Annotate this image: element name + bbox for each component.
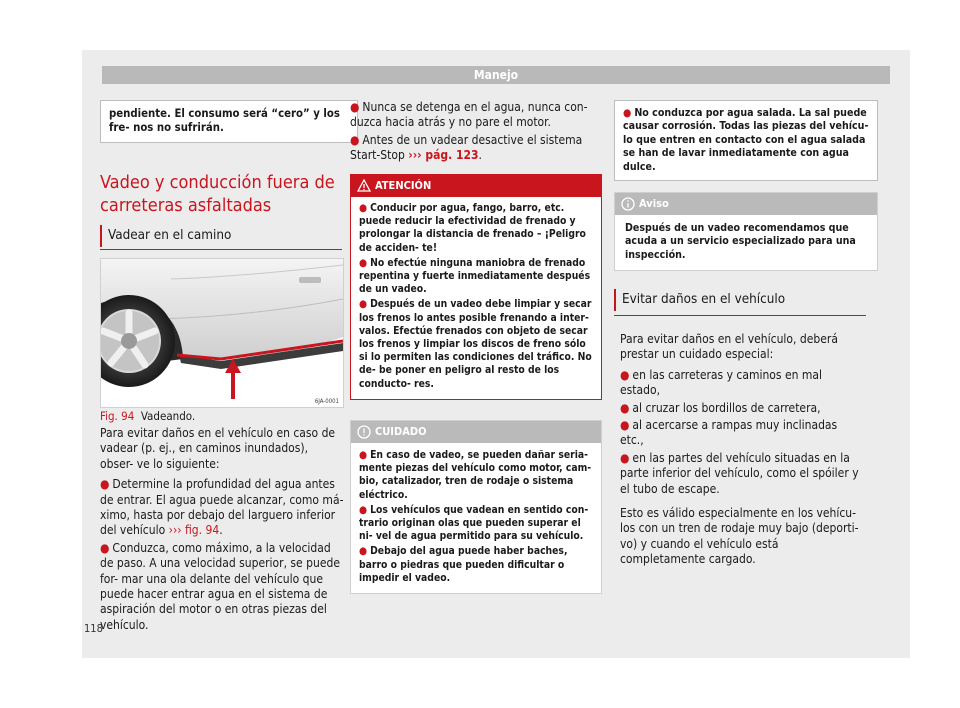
caution-box — [350, 420, 602, 594]
continued-note: pendiente. El consumo será “cero” y los fre- nos no sufrirán. — [100, 100, 358, 143]
list-item-text: Determine la profundidad del agua antes de entrar. El agua puede alcanzar, como má- ximo, hasta por debajo del larguero inferior del vehículo — [100, 477, 344, 538]
figure-caption — [100, 409, 195, 423]
figure-caption-text: Vadeando. — [140, 409, 196, 423]
list-item — [620, 418, 864, 449]
aviso-body: Después de un vadeo recomendamos que acuda a un servicio especializado para una inspección. — [625, 222, 856, 261]
caution-header — [351, 421, 601, 443]
page-frame — [82, 50, 910, 658]
bullet-icon: ● — [350, 132, 360, 147]
list-item-text: en las partes del vehículo situadas en la parte inferior del vehículo, como el spóiler y el tubo de escape. — [620, 450, 859, 496]
list-item-text: Antes de un vadear desactive el sistema Start-Stop — [350, 132, 583, 163]
figure-code: 6JA-0001 — [314, 398, 339, 405]
page — [82, 50, 910, 658]
bullet-icon: ● — [350, 100, 360, 114]
aviso-header — [615, 193, 877, 215]
list-item-text: al cruzar los bordillos de carretera, — [632, 400, 821, 415]
page-number: 118 — [84, 622, 103, 635]
figure-car-wading — [100, 258, 344, 408]
figure-link[interactable]: ››› fig. 94 — [168, 523, 220, 538]
section-title: Vadeo y conducción fuera de carreteras asfaltadas — [100, 172, 335, 216]
warning-box — [350, 174, 602, 400]
aviso-box — [614, 192, 878, 271]
bullet-icon: ● — [620, 400, 630, 415]
figure-label: Fig. 94 — [100, 409, 135, 423]
list-item — [359, 202, 593, 255]
warning-triangle-icon — [357, 179, 371, 192]
list-item — [359, 545, 593, 585]
exclamation-circle-icon — [357, 425, 371, 439]
bullet-icon: ● — [359, 256, 368, 269]
aviso-title: Aviso — [639, 197, 669, 210]
list-item — [359, 298, 593, 390]
intro-paragraph: Para evitar daños en el vehículo, deberá prestar un cuidado especial: — [620, 332, 838, 362]
list-item-text: En caso de vadeo, se pueden dañar seria- mente piezas del vehículo como motor, cam- bio, catalizador, tren de rodaje o sistema eléctrico. — [359, 449, 592, 501]
list-item-text: Conducir por agua, fango, barro, etc. puede reducir la efectividad de frenado y prolongar la distancia de frenado – ¡Peligro de acciden- te! — [359, 202, 586, 254]
list-item — [620, 401, 864, 416]
bullet-icon: ● — [359, 202, 368, 214]
list-item — [100, 541, 344, 633]
list-item: ● Antes de un vadear desactive el sistema Start-Stop ››› pág. 123. — [350, 132, 583, 163]
bullet-icon: ● — [359, 545, 368, 558]
list-item-text: Los vehículos que vadean en sentido con- trario originan olas que pueden superar el ni- vel de agua permitido para su vehículo. — [359, 503, 589, 543]
list-item — [359, 449, 593, 502]
bullet-icon: ● — [100, 477, 110, 492]
bullet-icon: ● — [100, 540, 110, 555]
list-item-text: en las carreteras y caminos en mal estado, — [620, 367, 823, 398]
section-title-avoid-damage: Evitar daños en el vehículo — [614, 292, 866, 316]
list-item — [620, 368, 864, 399]
list-item — [620, 451, 864, 497]
warning-body — [351, 197, 601, 399]
subsection-title-text: Vadear en el camino — [108, 228, 232, 243]
caution-body — [351, 443, 601, 593]
avoid-damage-text — [620, 332, 864, 568]
list-item — [359, 504, 593, 544]
closing-paragraph: Esto es válido especialmente en los vehícu- los con un tren de rodaje muy bajo (deporti- vo) y cuando el vehículo está completamente cargado. — [620, 506, 859, 567]
list-item-text: Conduzca, como máximo, a la velocidad de paso. A una velocidad superior, se puede for- mar una ola delante del vehículo que puede hacer entrar agua en el sistema de aspiración del motor o en otras piezas del vehículo. — [100, 540, 340, 632]
bullet-icon: ● — [620, 450, 630, 465]
bullet-icon: ● — [359, 298, 368, 311]
salt-note-text: No conduzca por agua salada. La sal puede causar corrosión. Todas las piezas del vehícu- lo que entren en contacto con el agua salada se han de lavar inmediatamente con agua dulce. — [623, 107, 869, 173]
list-item: ● Determine la profundidad del agua antes de entrar. El agua puede alcanzar, como má- ximo, hasta por debajo del larguero inferior del vehículo ››› fig. 94. — [100, 477, 344, 538]
list-item-text: No efectúe ninguna maniobra de frenado repentina y fuerte inmediatamente después de un vadeo. — [359, 256, 591, 296]
subsection-title — [100, 228, 342, 250]
info-icon — [621, 197, 635, 211]
page-link[interactable]: ››› pág. 123 — [408, 148, 479, 163]
intro-paragraph: Para evitar daños en el vehículo en caso de vadear (p. ej., en caminos inundados), obser- ve lo siguiente: — [100, 426, 336, 471]
list-item-text: al acercarse a rampas muy inclinadas etc., — [620, 418, 838, 448]
bullet-icon: ● — [359, 503, 368, 516]
warning-header — [351, 175, 601, 197]
bullet-icon: ● — [623, 107, 632, 119]
wading-notes — [350, 100, 602, 164]
car-illustration — [101, 259, 343, 407]
wading-instructions — [100, 426, 344, 633]
bullet-icon: ● — [620, 418, 630, 433]
bullet-icon: ● — [359, 449, 368, 461]
list-item — [359, 257, 593, 297]
list-item-text: Nunca se detenga en el agua, nunca con- duzca hacia atrás y no pare el motor. — [350, 100, 588, 130]
list-item-text: Después de un vadeo debe limpiar y secar los frenos lo antes posible frenando a inter- valos. Efectúe frenados con objeto de secar los frenos y limpiar los discos de freno sólo si lo permiten las condiciones del tráfico. No de- be poner en peligro al resto de los conducto- res. — [359, 298, 592, 390]
list-item — [350, 100, 602, 131]
running-header: Manejo — [102, 66, 890, 84]
warning-title: ATENCIÓN — [375, 179, 432, 192]
salt-water-note — [614, 100, 878, 181]
caution-title: CUIDADO — [375, 425, 427, 438]
list-item-text: Debajo del agua puede haber baches, barro o piedras que pueden dificultar o impedir el vadeo. — [359, 545, 568, 584]
bullet-icon: ● — [620, 367, 630, 382]
